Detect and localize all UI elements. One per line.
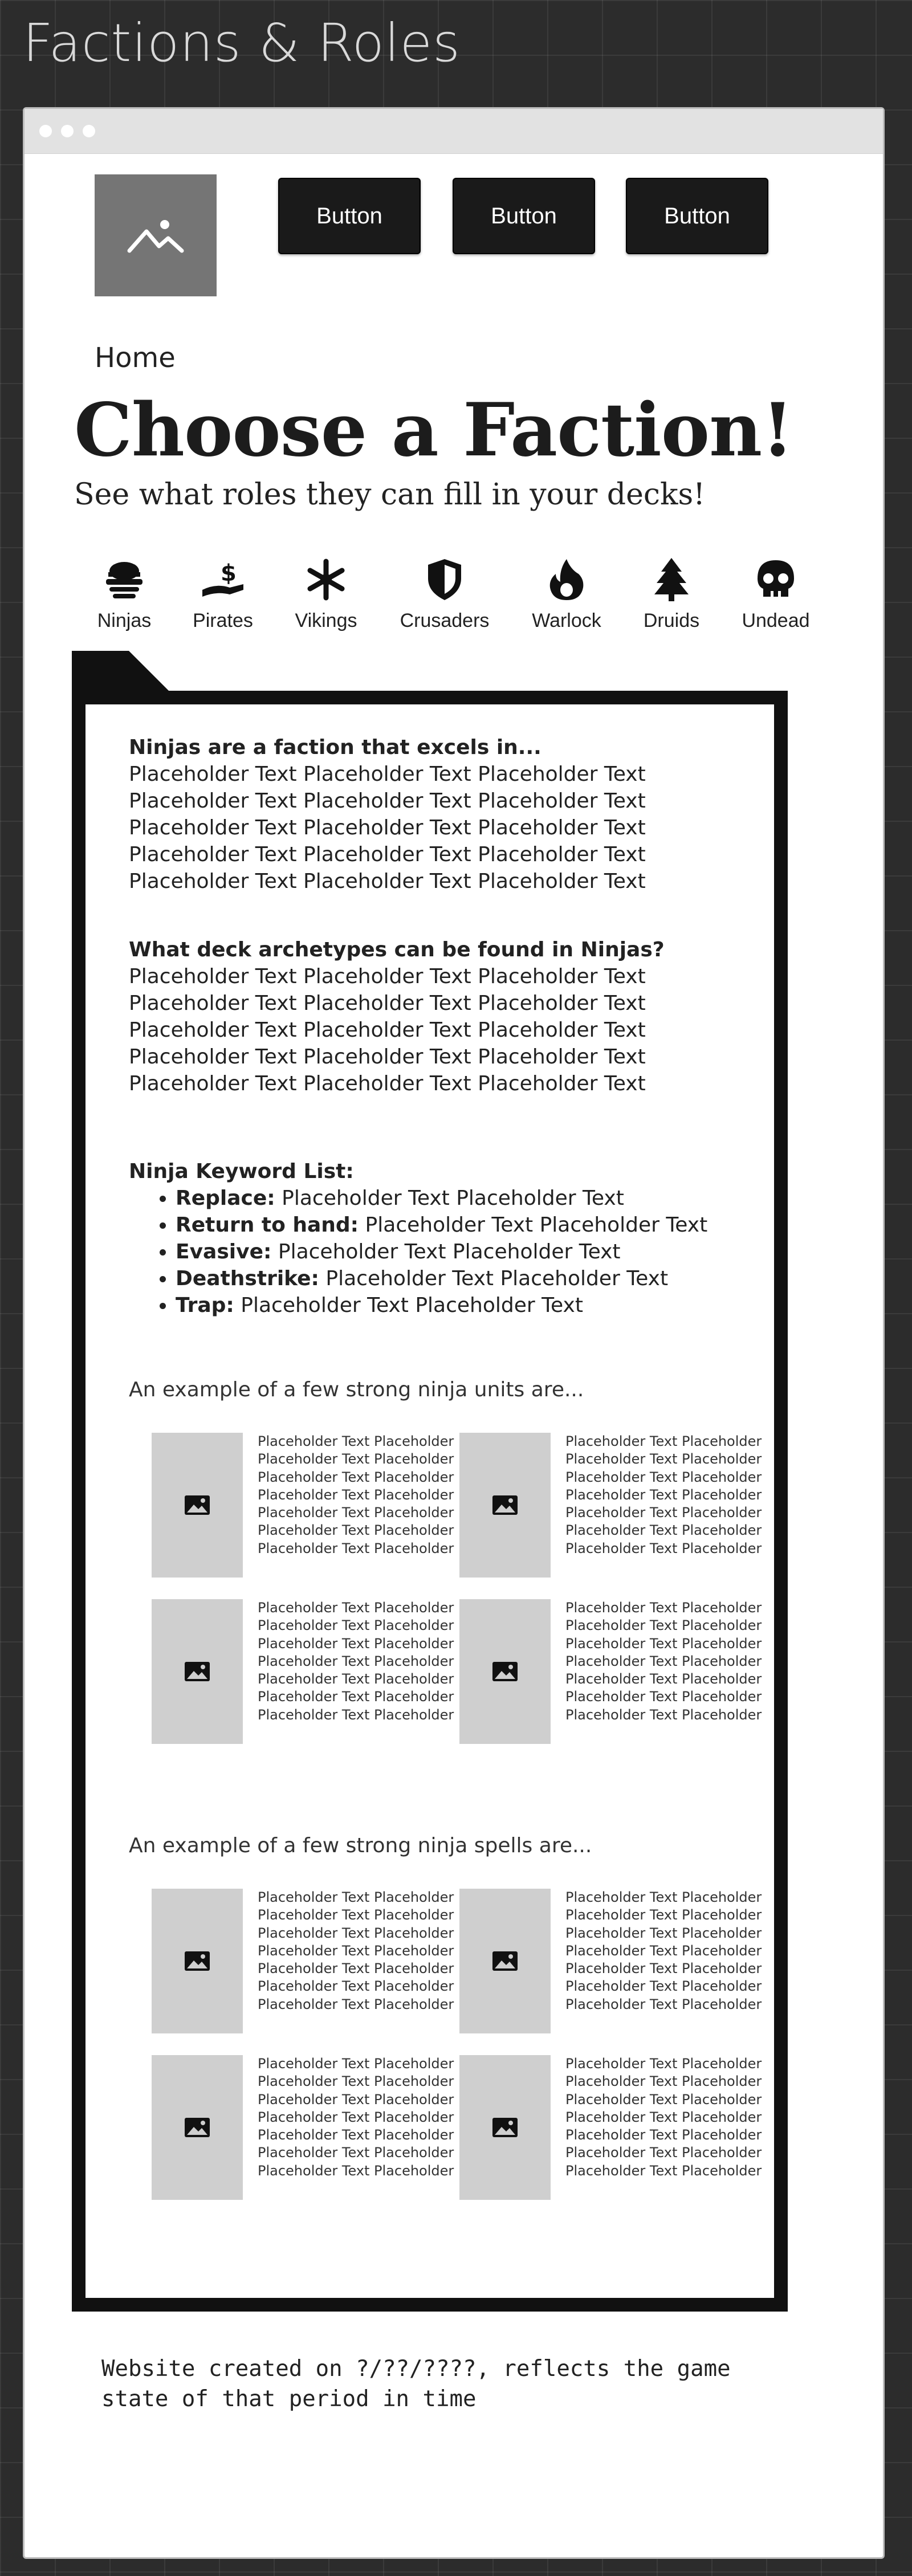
image-placeholder-icon bbox=[127, 217, 184, 254]
spell-card[interactable] bbox=[459, 1889, 767, 2036]
card-text: Placeholder Text Placeholder Placeholder Text Placeholder Placeholder Text Placeholder Placeholder Text Placeholder Placeholder Text Placeholder Placeholder Text Placeholder Placeholder Text Placeholder bbox=[565, 1433, 762, 1556]
spell-card[interactable] bbox=[152, 2055, 459, 2202]
image-placeholder-icon bbox=[459, 1889, 551, 2033]
pirate-icon bbox=[166, 556, 280, 603]
window-dot-icon bbox=[39, 125, 52, 137]
archetypes-title: What deck archetypes can be found in Ninjas? bbox=[129, 938, 665, 961]
unit-card[interactable] bbox=[152, 1599, 459, 1746]
keyword-desc: Placeholder Text Placeholder Text bbox=[241, 1294, 583, 1317]
faction-label: Druids bbox=[643, 610, 700, 631]
skull-icon bbox=[719, 556, 833, 603]
keyword-item bbox=[176, 1238, 707, 1265]
keyword-item bbox=[176, 1292, 707, 1319]
nav-button-3[interactable]: Button bbox=[626, 178, 768, 254]
tree-icon bbox=[614, 556, 728, 603]
card-text: Placeholder Text Placeholder Placeholder Text Placeholder Placeholder Text Placeholder Placeholder Text Placeholder Placeholder Text Placeholder Placeholder Text Placeholder Placeholder Text Placeholder bbox=[258, 1600, 454, 1723]
keyword-term: Return to hand: bbox=[176, 1213, 359, 1237]
card-text: Placeholder Text Placeholder Placeholder Text Placeholder Placeholder Text Placeholder Placeholder Text Placeholder Placeholder Text Placeholder Placeholder Text Placeholder Placeholder Text Placeholder bbox=[565, 1889, 762, 2012]
intro-line: Placeholder Text Placeholder Text Placeholder Text bbox=[129, 843, 646, 866]
spell-card[interactable] bbox=[459, 2055, 767, 2202]
card-text: Placeholder Text Placeholder Placeholder Text Placeholder Placeholder Text Placeholder Placeholder Text Placeholder Placeholder Text Placeholder Placeholder Text Placeholder Placeholder Text Placeholder bbox=[565, 2056, 762, 2179]
faction-tab-crusaders[interactable] bbox=[388, 556, 502, 632]
card-text: Placeholder Text Placeholder Placeholder Text Placeholder Placeholder Text Placeholder Placeholder Text Placeholder Placeholder Text Placeholder Placeholder Text Placeholder Placeholder Text Placeholder bbox=[258, 1433, 454, 1556]
intro-line: Placeholder Text Placeholder Text Placeholder Text bbox=[129, 763, 646, 786]
keyword-term: Evasive: bbox=[176, 1240, 272, 1263]
image-placeholder-icon bbox=[152, 1599, 243, 1744]
card-text: Placeholder Text Placeholder Placeholder Text Placeholder Placeholder Text Placeholder Placeholder Text Placeholder Placeholder Text Placeholder Placeholder Text Placeholder Placeholder Text Placeholder bbox=[565, 1600, 762, 1723]
card-text: Placeholder Text Placeholder Placeholder Text Placeholder Placeholder Text Placeholder Placeholder Text Placeholder Placeholder Text Placeholder Placeholder Text Placeholder Placeholder Text Placeholder bbox=[258, 2056, 454, 2179]
home-link[interactable]: Home bbox=[95, 342, 176, 374]
faction-label: Vikings bbox=[295, 610, 357, 631]
archetypes-line: Placeholder Text Placeholder Text Placeholder Text bbox=[129, 1018, 646, 1042]
unit-card[interactable] bbox=[459, 1433, 767, 1580]
window-dot-icon bbox=[83, 125, 95, 137]
faction-label: Crusaders bbox=[400, 610, 490, 631]
faction-label: Undead bbox=[742, 610, 810, 631]
image-placeholder-icon bbox=[152, 2055, 243, 2200]
faction-tab-druids[interactable] bbox=[614, 556, 728, 632]
intro-title: Ninjas are a faction that excels in... bbox=[129, 736, 542, 759]
keyword-desc: Placeholder Text Placeholder Text bbox=[325, 1267, 669, 1290]
svg-text:$: $ bbox=[221, 560, 237, 586]
faction-tab-undead[interactable] bbox=[719, 556, 833, 632]
nav-button-1[interactable]: Button bbox=[278, 178, 421, 254]
archetypes-line: Placeholder Text Placeholder Text Placeholder Text bbox=[129, 965, 646, 988]
faction-tab-vikings[interactable] bbox=[269, 556, 383, 632]
intro-section bbox=[129, 734, 646, 895]
window-dot-icon bbox=[61, 125, 74, 137]
image-placeholder-icon bbox=[459, 1433, 551, 1578]
archetypes-line: Placeholder Text Placeholder Text Placeholder Text bbox=[129, 1045, 646, 1069]
faction-tab-pirates[interactable] bbox=[166, 556, 280, 632]
faction-label: Pirates bbox=[193, 610, 253, 631]
faction-tab-ninjas[interactable] bbox=[67, 556, 181, 632]
intro-line: Placeholder Text Placeholder Text Placeholder Text bbox=[129, 816, 646, 839]
spell-card[interactable] bbox=[152, 1889, 459, 2036]
keyword-desc: Placeholder Text Placeholder Text bbox=[282, 1187, 624, 1210]
archetypes-section bbox=[129, 936, 665, 1097]
card-text: Placeholder Text Placeholder Placeholder Text Placeholder Placeholder Text Placeholder Placeholder Text Placeholder Placeholder Text Placeholder Placeholder Text Placeholder Placeholder Text Placeholder bbox=[258, 1889, 454, 2012]
image-placeholder-icon bbox=[152, 1433, 243, 1578]
keyword-desc: Placeholder Text Placeholder Text bbox=[365, 1213, 708, 1237]
keyword-term: Deathstrike: bbox=[176, 1267, 319, 1290]
keyword-term: Trap: bbox=[176, 1294, 234, 1317]
page-subheading: See what roles they can fill in your decks! bbox=[74, 478, 706, 512]
image-placeholder-icon bbox=[459, 1599, 551, 1744]
keyword-term: Replace: bbox=[176, 1187, 275, 1210]
page-heading: Choose a Faction! bbox=[74, 388, 793, 473]
nav-button-2[interactable]: Button bbox=[453, 178, 595, 254]
canvas-title: Factions & Roles bbox=[23, 13, 461, 74]
keyword-desc: Placeholder Text Placeholder Text bbox=[278, 1240, 621, 1263]
keywords-section bbox=[129, 1158, 707, 1319]
flame-icon bbox=[510, 556, 624, 603]
keyword-list bbox=[129, 1185, 707, 1319]
shield-icon bbox=[388, 556, 502, 603]
archetypes-line: Placeholder Text Placeholder Text Placeholder Text bbox=[129, 1072, 646, 1095]
faction-label: Warlock bbox=[532, 610, 601, 631]
intro-line: Placeholder Text Placeholder Text Placeholder Text bbox=[129, 870, 646, 893]
keyword-item bbox=[176, 1185, 707, 1212]
image-placeholder-icon bbox=[152, 1889, 243, 2033]
intro-line: Placeholder Text Placeholder Text Placeholder Text bbox=[129, 789, 646, 813]
footer-note: Website created on ?/??/????, reflects the game state of that period in time bbox=[101, 2356, 731, 2412]
ninja-icon bbox=[67, 556, 181, 603]
faction-tab-warlock[interactable] bbox=[510, 556, 624, 632]
keywords-title: Ninja Keyword List: bbox=[129, 1160, 354, 1183]
unit-card[interactable] bbox=[152, 1433, 459, 1580]
browser-title-bar bbox=[25, 109, 883, 154]
keyword-item bbox=[176, 1265, 707, 1292]
spells-heading: An example of a few strong ninja spells are... bbox=[129, 1834, 592, 1857]
image-placeholder-icon bbox=[459, 2055, 551, 2200]
units-heading: An example of a few strong ninja units are... bbox=[129, 1378, 584, 1401]
viking-icon bbox=[269, 556, 383, 603]
unit-card[interactable] bbox=[459, 1599, 767, 1746]
archetypes-line: Placeholder Text Placeholder Text Placeholder Text bbox=[129, 992, 646, 1015]
site-logo[interactable] bbox=[95, 174, 217, 296]
keyword-item bbox=[176, 1212, 707, 1238]
faction-label: Ninjas bbox=[97, 610, 152, 631]
